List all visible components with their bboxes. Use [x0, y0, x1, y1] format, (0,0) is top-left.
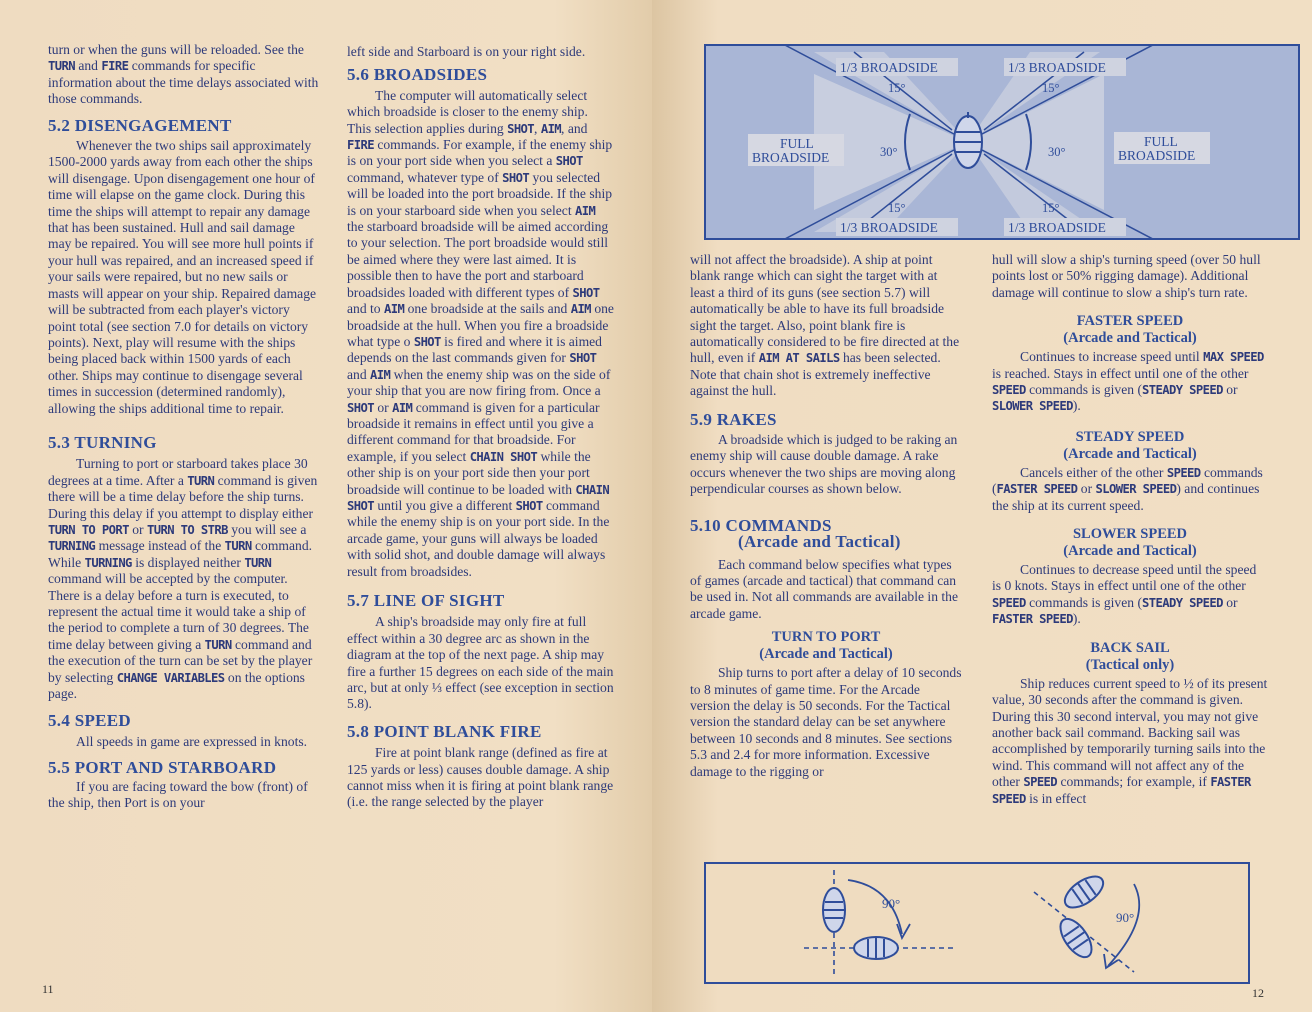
text-segment: you will see a [227, 521, 307, 537]
label-90-a: 90° [882, 896, 901, 911]
left-column-2 [347, 44, 615, 811]
label-15-top-right: 15° [1042, 81, 1060, 95]
heading-5-10-sub: (Arcade and Tactical) [738, 532, 901, 552]
label-90-b: 90° [1116, 910, 1135, 925]
command-keyword: TURNING [48, 539, 96, 554]
label-15-bottom-left: 15° [888, 201, 906, 215]
command-keyword: SPEED [1023, 775, 1058, 790]
heading-5-2: 5.2 DISENGAGEMENT [48, 115, 232, 135]
right-column-3 [690, 252, 962, 780]
command-keyword: TURN [187, 473, 215, 488]
text-segment: and to [347, 301, 384, 317]
text-segment: message instead of the [95, 538, 225, 554]
command-keyword: TURN [244, 555, 272, 570]
section-5-7-body: A ship's broadside may only fire at full effect within a 30 degree arc as shown in the diagram at the top of the next page. A ship may fire a further 15 degrees on each side of the main arc, but at only ⅓ effect (see exception in section 5.8). [347, 614, 614, 712]
command-keyword: CHAIN SHOT [469, 449, 538, 464]
text-segment: is reached. Stays in effect until one of the other [992, 365, 1249, 381]
right-page [652, 0, 1312, 1012]
page-number-left: 11 [42, 982, 54, 996]
command-keyword: AIM [540, 121, 562, 136]
text-segment: commands is given ( [1025, 382, 1142, 398]
command-keyword: FASTER SPEED [996, 482, 1078, 497]
command-keyword: AIM AT SAILS [758, 351, 840, 366]
command-keyword: TURN TO STRB [146, 522, 228, 537]
text-segment: one broadside at the hull. When you fire a broadside what type o [347, 301, 614, 349]
steady-speed-sub: (Arcade and Tactical) [1063, 445, 1197, 462]
heading-5-3: 5.3 TURNING [48, 432, 157, 452]
steady-speed-title: STEADY SPEED [1075, 428, 1185, 445]
text-segment: ). [1072, 398, 1081, 414]
label-15-bottom-right: 15° [1042, 201, 1060, 215]
text-segment: is fired and where it is aimed depends on the last commands given for [347, 333, 602, 366]
text-segment: commands for specific information about the time delays associated with those commands. [48, 58, 319, 107]
text-segment: command is given for a particular broadside it remains in effect until you give a different command for that broadside. For example, if you select [347, 399, 600, 464]
slower-speed-title: SLOWER SPEED [1072, 526, 1188, 543]
heading-5-10: 5.10 COMMANDS [690, 515, 832, 535]
text-segment: one broadside at the sails and [404, 301, 571, 317]
label-full-left-2: BROADSIDE [752, 150, 830, 165]
command-keyword: SHOT [555, 154, 583, 169]
command-keyword: TURN TO PORT [48, 522, 129, 537]
label-third-top-right: 1/3 BROADSIDE [1008, 60, 1106, 75]
turn-to-port-title: TURN TO PORT [771, 629, 881, 646]
text-segment: commands. For example, if the enemy ship is on your port side when you select a [347, 137, 613, 169]
heading-5-9: 5.9 RAKES [690, 409, 777, 429]
right-column-4 [992, 252, 1268, 807]
text-segment: command and the execution of the turn can be set by the player by selecting [48, 636, 313, 685]
page-number-right: 12 [1252, 986, 1264, 1000]
text-segment: is in effect [1025, 790, 1087, 806]
text-segment: or [1222, 594, 1238, 610]
line-of-sight-diagram [704, 44, 1300, 240]
text-segment: has been selected. Note that chain shot is extremely ineffective against the hull. [690, 350, 941, 399]
text-segment: is displayed neither [131, 554, 245, 570]
col4-intro: hull will slow a ship's turning speed (over 50 hull points lost or 50% rigging damage). Additional damage will continue to slow a ship's turn rate. [992, 252, 1261, 300]
text-segment: or [1222, 382, 1238, 398]
faster-speed-sub: (Arcade and Tactical) [1063, 330, 1197, 347]
command-keyword: SHOT [515, 498, 543, 513]
text-segment: , [534, 120, 541, 136]
text-segment: ). [1072, 611, 1081, 627]
text-segment: command while the enemy ship is on your port side. In the arcade game, your guns will always be loaded with solid shot, and double damage will always result from broadsides. [347, 497, 610, 579]
label-15-top-left: 15° [888, 81, 906, 95]
command-keyword: SLOWER SPEED [1095, 482, 1177, 497]
command-keyword: MAX SPEED [1203, 350, 1264, 365]
text-segment: Continues to increase speed until [1020, 349, 1204, 365]
rake-diagram [704, 862, 1250, 984]
heading-5-6: 5.6 BROADSIDES [347, 65, 488, 85]
command-keyword: SHOT [413, 334, 441, 349]
command-keyword: TURN [48, 59, 75, 74]
text-segment: or [1077, 481, 1096, 497]
text-segment: command will be accepted by the computer. There is a delay before a turn is executed, to represent the actual time it would take a ship of the period to complete a turn of 30 degrees. The time delay between giving a [48, 571, 309, 652]
command-keyword: TURNING [84, 555, 132, 570]
section-5-2-body: Whenever the two ships sail approximately 1500-2000 yards away from each other the ships will disengage. Upon disengagement one hour of time will elapse on the game clock. During this time the ships will attempt to repair any damage that has been sustained. Hull and sail damage may be repaired. You will see more hull points if your hull was repaired, and an increased speed if your sails were repaired, but no new sails or masts will appear on your ship. Repaired damage will be subtracted from each player's victory point total (see section 7.0 for details on victory points). Next, play will resume with the ships being placed back within 1500 yards of each other. Ships may continue to disengage several times in succession (determined randomly), allowing the ships additional time to repair. [48, 138, 317, 416]
label-30-right: 30° [1048, 145, 1066, 159]
left-page [0, 0, 652, 1012]
back-sail-sub: (Tactical only) [1085, 656, 1175, 673]
command-keyword: STEADY SPEED [1142, 383, 1223, 398]
text-segment: command, whatever type of [347, 169, 503, 185]
col3-intro [690, 252, 962, 400]
steady-speed-body [992, 465, 1268, 514]
text-segment: The computer will automatically select which broadside is closer to the enemy ship. This selection applies during [347, 87, 588, 136]
command-keyword: SLOWER SPEED [992, 399, 1073, 414]
text-segment: when the enemy ship was on the side of your ship that you are now firing from. Once a [347, 366, 611, 399]
text-segment: while the other ship is on your port side then your port broadside will continue to be loaded with [347, 448, 591, 497]
section-5-8-body: Fire at point blank range (defined as fire at 125 yards or less) causes double damage. A ship cannot miss when it is firing at point blank range (i.e. the range selected by the player [347, 745, 614, 810]
turn-to-port-sub: (Arcade and Tactical) [759, 646, 893, 663]
command-keyword: AIM [370, 367, 391, 382]
label-full-right-1: FULL [1144, 134, 1178, 149]
text-segment: turn or when the guns will be reloaded. See the [48, 42, 304, 57]
section-5-10-body: Each command below specifies what types of games (arcade and tactical) that command can be used in. Not all commands are available in the arcade game. [690, 556, 959, 621]
text-segment: the starboard broadside will be aimed according to your selection. The port broadside would still be aimed where they were last aimed. It is possible then to have the port and starboard broadsides loaded with different types of [347, 219, 609, 300]
label-third-bottom-left: 1/3 BROADSIDE [840, 220, 938, 235]
label-third-top-left: 1/3 BROADSIDE [840, 60, 938, 75]
text-segment: on the options page. [48, 669, 305, 702]
text-segment: command. While [48, 538, 313, 570]
faster-speed-title: FASTER SPEED [1076, 313, 1184, 330]
section-5-4-body: All speeds in game are expressed in knots. [76, 733, 308, 749]
command-keyword: SHOT [572, 285, 600, 300]
col1-intro [48, 42, 320, 108]
command-keyword: FASTER SPEED [992, 612, 1073, 627]
text-segment: commands is given ( [1025, 594, 1142, 610]
heading-5-8: 5.8 POINT BLANK FIRE [347, 721, 542, 741]
text-segment: Turning to port or starboard takes place 30 degrees at a time. After a [48, 456, 308, 488]
command-keyword: TURN [224, 539, 252, 554]
label-full-left-1: FULL [780, 136, 814, 151]
slower-speed-sub: (Arcade and Tactical) [1063, 543, 1197, 560]
left-column-1 [48, 42, 320, 811]
ship-icon-a [823, 888, 845, 932]
text-segment: or [373, 399, 393, 415]
label-third-bottom-right: 1/3 BROADSIDE [1008, 220, 1106, 235]
command-keyword: TURN [204, 637, 232, 652]
section-5-3-body [48, 456, 320, 702]
text-segment: commands; for example, if [1057, 774, 1211, 790]
command-keyword: CHAIN SHOT [347, 482, 610, 513]
command-keyword: FIRE [347, 138, 374, 153]
text-segment: and [347, 366, 371, 382]
command-keyword: FASTER SPEED [992, 775, 1251, 806]
command-keyword: SHOT [569, 351, 597, 366]
turn-to-port-body: Ship turns to port after a delay of 10 seconds to 8 minutes of game time. For the Arcade version the delay is 50 seconds. For the Tactical version the standard delay can be set anywhere between 10 seconds and 8 minutes. See sections 5.3 and 2.4 for more information. Excessive damage to the rigging or [690, 665, 962, 779]
section-5-9-body: A broadside which is judged to be raking an enemy ship will cause double damage. A rake occurs whenever the two ships are moving along perpendicular courses as shown below. [690, 432, 958, 497]
text-segment: command is given there will be a time delay before the ship turns. During this delay if you attempt to display either [48, 472, 318, 521]
text-segment: you selected will be loaded into the port broadside. If the ship is on your starboard side when you select [347, 169, 613, 218]
text-segment: and [74, 58, 102, 74]
command-keyword: SHOT [502, 170, 530, 185]
command-keyword: SPEED [992, 383, 1026, 398]
command-keyword: AIM [570, 302, 591, 317]
command-keyword: AIM [575, 203, 596, 218]
command-keyword: CHANGE VARIABLES [116, 670, 225, 685]
col2-intro: left side and Starboard is on your right side. [347, 44, 586, 59]
text-segment: Continues to decrease speed until the speed is 0 knots. Stays in effect until one of the other [992, 562, 1257, 594]
section-5-5-body: If you are facing toward the bow (front) of the ship, then Port is on your [48, 778, 308, 811]
command-keyword: SHOT [507, 121, 535, 136]
heading-5-4: 5.4 SPEED [48, 711, 131, 731]
heading-5-5: 5.5 PORT AND STARBOARD [48, 758, 277, 778]
ship-icon-b [854, 937, 898, 959]
command-keyword: AIM [384, 302, 405, 317]
text-segment: until you give a different [373, 497, 516, 513]
command-keyword: SPEED [1166, 465, 1201, 480]
text-segment: Ship reduces current speed to ½ of its present value, 30 seconds after the command is given. During this 30 second interval, you may not give another back sail command. Backing sail was accomplished by temporarily turning sails into the wind. This command will not affect any of the other [992, 675, 1268, 790]
slower-speed-body [992, 562, 1268, 628]
text-segment: Cancels either of the other [1020, 464, 1167, 480]
command-keyword: SPEED [992, 595, 1026, 610]
label-30-left: 30° [880, 145, 898, 159]
text-segment: , and [561, 120, 588, 136]
label-full-right-2: BROADSIDE [1118, 148, 1196, 163]
command-keyword: SHOT [347, 400, 374, 415]
back-sail-body [992, 676, 1268, 807]
text-segment: or [128, 521, 147, 537]
heading-5-7: 5.7 LINE OF SIGHT [347, 591, 505, 610]
rake-diagram-frame [705, 863, 1249, 983]
section-5-6-body [347, 88, 615, 580]
command-keyword: FIRE [101, 59, 129, 74]
back-sail-title: BACK SAIL [1090, 639, 1170, 656]
text-segment: ) and continues the ship at its current speed. [992, 481, 1260, 513]
command-keyword: AIM [392, 400, 413, 415]
text-segment: commands ( [992, 464, 1263, 497]
text-segment: will not affect the broadside). A ship at point blank range which can sight the target with at least a third of its guns (see section 5.7) will automatically be able to have its full broadside sight the target. Also, point blank fire is automatically considered to be fire directed at the hull, even if [690, 252, 960, 366]
faster-speed-body [992, 349, 1268, 415]
command-keyword: STEADY SPEED [1142, 595, 1223, 610]
